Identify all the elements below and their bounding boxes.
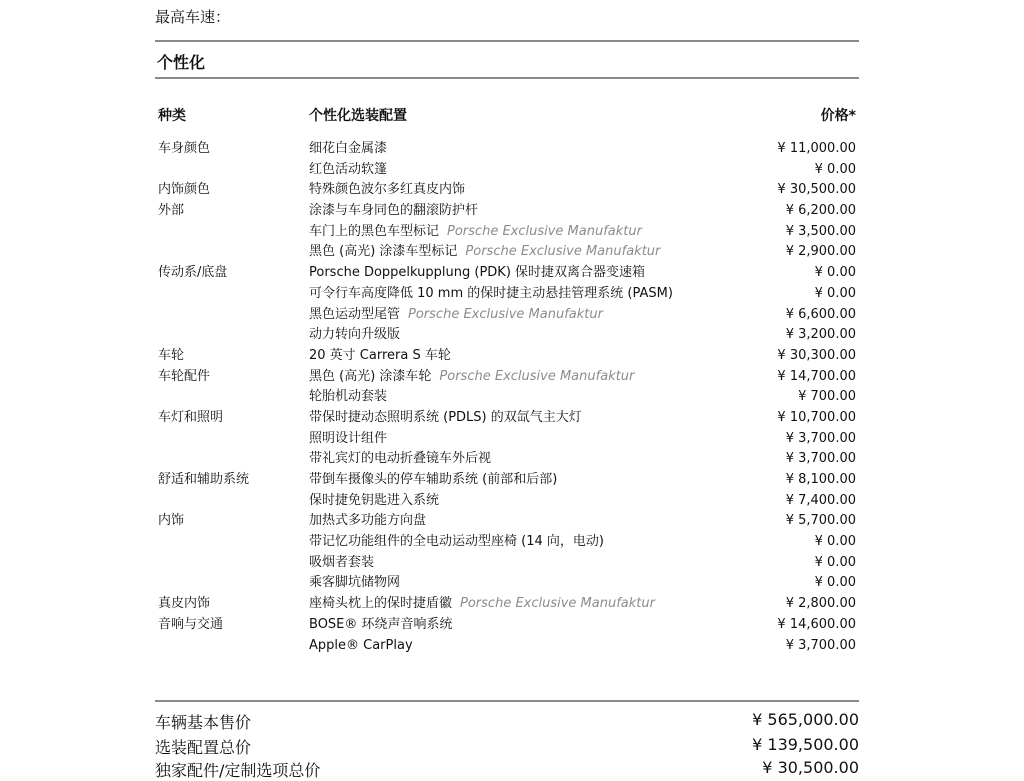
row-option (309, 491, 439, 512)
table-row (0, 408, 1024, 429)
table-row (0, 429, 1024, 450)
summary-value: ¥ 139,500.00 (752, 735, 859, 754)
row-option-tag: Porsche Exclusive Manufaktur (408, 306, 603, 322)
summary-value: ¥ 565,000.00 (752, 710, 859, 729)
row-option-text: 黑色 (高光) 涂漆车型标记 (309, 244, 458, 260)
row-price: ¥ 0.00 (814, 554, 856, 570)
table-row (0, 201, 1024, 222)
row-option (309, 387, 387, 408)
table-row (0, 367, 1024, 388)
table-row (0, 594, 1024, 615)
row-category: 内饰 (158, 513, 185, 529)
row-category: 车轮配件 (158, 368, 211, 384)
table-row (0, 139, 1024, 160)
row-option-tag: Porsche Exclusive Manufaktur (439, 368, 635, 384)
row-price: ¥ 0.00 (814, 285, 856, 301)
row-price: ¥ 14,600.00 (777, 616, 856, 632)
header-price: 价格* (820, 108, 856, 124)
row-option-text: 特殊颜色波尔多红真皮内饰 (309, 182, 466, 198)
row-option (309, 470, 557, 491)
row-option-tag: Porsche Exclusive Manufaktur (465, 244, 661, 260)
row-price: ¥ 6,600.00 (785, 306, 856, 322)
row-price: ¥ 3,700.00 (785, 451, 856, 467)
table-row (0, 346, 1024, 367)
summary-label: 选装配置总价 (155, 738, 252, 757)
row-price: ¥ 0.00 (814, 575, 856, 591)
row-price: ¥ 10,700.00 (777, 409, 856, 425)
row-category: 外部 (158, 203, 185, 219)
table-row (0, 636, 1024, 657)
row-option (309, 222, 642, 243)
row-category: 车灯和照明 (158, 409, 224, 425)
row-price: ¥ 0.00 (814, 534, 856, 550)
row-option (309, 615, 453, 636)
row-price: ¥ 8,100.00 (785, 472, 856, 487)
options-table (0, 139, 1024, 656)
summary-label: 独家配件/定制选项总价 (155, 761, 321, 780)
row-price: ¥ 3,700.00 (785, 637, 856, 653)
table-row (0, 284, 1024, 305)
row-option (309, 532, 604, 553)
row-option-text: 动力转向升级版 (309, 327, 401, 343)
row-option (309, 636, 413, 657)
row-option (309, 180, 465, 201)
row-price: ¥ 30,500.00 (777, 182, 856, 198)
row-category: 音响与交通 (158, 616, 224, 632)
summary-row-exclusive (155, 758, 859, 780)
table-row (0, 573, 1024, 594)
row-option-text: 带礼宾灯的电动折叠镜车外后视 (309, 451, 492, 467)
row-option (309, 346, 451, 367)
row-option-text: Apple® CarPlay (309, 637, 413, 653)
row-option (309, 242, 660, 263)
row-option-text: 带记忆功能组件的全电动运动型座椅 (14 向，电动) (309, 534, 604, 550)
table-row (0, 449, 1024, 470)
table-row (0, 511, 1024, 532)
row-option (309, 367, 634, 388)
row-price: ¥ 5,700.00 (785, 513, 856, 529)
summary-row-base (155, 710, 859, 732)
row-price: ¥ 0.00 (814, 161, 856, 177)
summary-divider (155, 700, 859, 702)
row-option-text: 黑色 (高光) 涂漆车轮 (309, 368, 432, 384)
row-price: ¥ 0.00 (814, 265, 856, 281)
row-option-text: 涂漆与车身同色的翻滚防护杆 (309, 203, 479, 219)
row-category: 传动系/底盘 (158, 265, 228, 281)
row-price: ¥ 11,000.00 (777, 141, 856, 156)
row-price: ¥ 7,400.00 (785, 492, 856, 508)
table-row (0, 160, 1024, 181)
row-option-text: 车门上的黑色车型标记 (309, 223, 440, 239)
table-row (0, 263, 1024, 284)
row-option-tag: Porsche Exclusive Manufaktur (447, 223, 642, 239)
row-option (309, 573, 400, 594)
row-option-text: 带倒车摄像头的停车辅助系统 (前部和后部) (309, 472, 558, 487)
header-category: 种类 (158, 108, 186, 124)
table-row (0, 532, 1024, 553)
row-category: 真皮内饰 (158, 596, 211, 612)
row-price: ¥ 3,200.00 (785, 327, 856, 343)
row-option (309, 139, 387, 160)
row-category: 舒适和辅助系统 (158, 472, 250, 487)
row-option (309, 160, 387, 181)
row-option-text: 细花白金属漆 (309, 141, 388, 156)
summary-value: ¥ 30,500.00 (762, 758, 859, 777)
row-category: 车身颜色 (158, 141, 211, 156)
section-bottom-divider (155, 77, 859, 79)
row-option (309, 284, 673, 305)
row-price: ¥ 3,700.00 (785, 430, 856, 446)
row-option-text: BOSE® 环绕声音响系统 (309, 616, 453, 632)
section-top-divider (155, 40, 859, 42)
table-row (0, 491, 1024, 512)
summary-label: 车辆基本售价 (155, 713, 252, 732)
table-row (0, 305, 1024, 326)
row-option-text: 照明设计组件 (309, 430, 388, 446)
row-price: ¥ 700.00 (798, 389, 856, 405)
top-speed-label: 最高车速： (155, 8, 231, 26)
table-row (0, 242, 1024, 263)
row-price: ¥ 14,700.00 (777, 368, 856, 384)
row-option-text: 红色活动软篷 (309, 161, 388, 177)
row-option (309, 201, 478, 222)
row-price: ¥ 3,500.00 (785, 223, 856, 239)
row-option-text: 保时捷免钥匙进入系统 (309, 492, 440, 508)
row-option-tag: Porsche Exclusive Manufaktur (460, 596, 655, 612)
row-option-text: 乘客脚坑储物网 (309, 575, 401, 591)
row-option-text: 轮胎机动套装 (309, 389, 388, 405)
row-option (309, 429, 387, 450)
row-option-text: 黑色运动型尾管 (309, 306, 401, 322)
row-option-text: 20 英寸 Carrera S 车轮 (309, 347, 451, 363)
table-row (0, 470, 1024, 491)
row-option (309, 553, 374, 574)
row-option-text: 吸烟者套装 (309, 554, 375, 570)
row-option (309, 594, 655, 615)
row-option (309, 408, 582, 429)
table-row (0, 325, 1024, 346)
row-price: ¥ 30,300.00 (777, 347, 856, 363)
row-option (309, 449, 491, 470)
row-price: ¥ 2,900.00 (785, 244, 856, 260)
row-option-text: 加热式多功能方向盘 (309, 513, 427, 529)
row-category: 内饰颜色 (158, 182, 211, 198)
row-price: ¥ 2,800.00 (785, 596, 856, 612)
table-row (0, 387, 1024, 408)
row-category: 车轮 (158, 347, 185, 363)
row-price: ¥ 6,200.00 (785, 203, 856, 219)
table-row (0, 615, 1024, 636)
section-title: 个性化 (157, 53, 206, 72)
table-row (0, 222, 1024, 243)
table-row (0, 180, 1024, 201)
row-option-text: 可令行车高度降低 10 mm 的保时捷主动悬挂管理系统 (PASM) (309, 285, 673, 301)
row-option-text: 带保时捷动态照明系统 (PDLS) 的双氙气主大灯 (309, 409, 582, 425)
summary-row-options (155, 735, 859, 757)
row-option-text: Porsche Doppelkupplung (PDK) 保时捷双离合器变速箱 (309, 265, 646, 281)
table-row (0, 553, 1024, 574)
header-option: 个性化选装配置 (309, 108, 407, 124)
row-option-text: 座椅头枕上的保时捷盾徽 (309, 596, 453, 612)
row-option (309, 511, 426, 532)
row-option (309, 325, 400, 346)
row-option (309, 305, 603, 326)
row-option (309, 263, 645, 284)
